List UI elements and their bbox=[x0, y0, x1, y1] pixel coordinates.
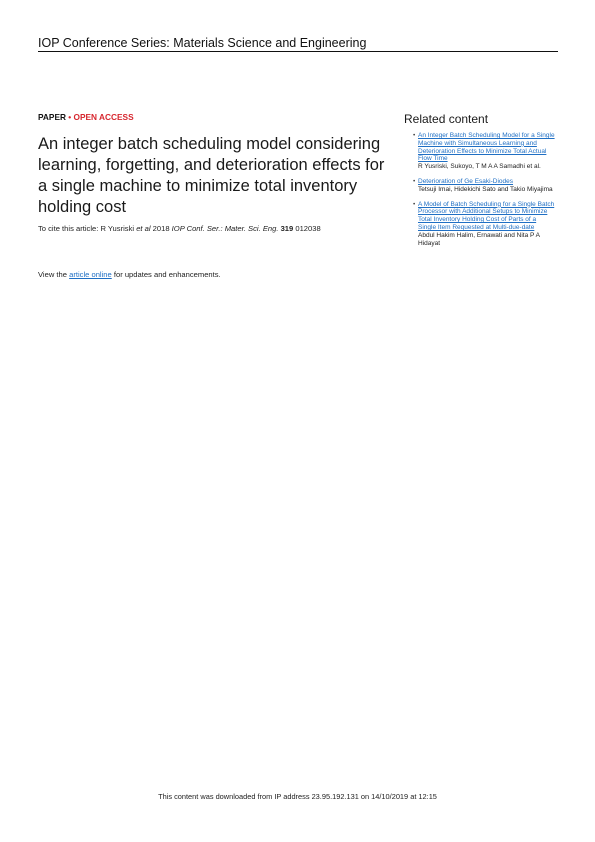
article-title: An integer batch scheduling model considering learning, forgetting, and deterioration effects for a single machine to minimize total inventory holding cost bbox=[38, 135, 385, 216]
citation-year: 2018 bbox=[150, 224, 172, 233]
view-online-line: View the article online for updates and enhancements. bbox=[38, 270, 221, 279]
header-divider bbox=[38, 51, 558, 52]
paper-label: PAPER bbox=[38, 112, 66, 122]
download-footer: This content was downloaded from IP address 23.95.192.131 on 14/10/2019 at 12:15 bbox=[158, 792, 437, 801]
related-item-link[interactable]: • A Model of Batch Scheduling for a Single Batch Processor with Additional Setups to Minimize Total Inventory Holding Cost of Parts of a Single Item Requested at Multi-due-date bbox=[418, 200, 555, 231]
article-badge bbox=[38, 112, 134, 122]
related-item-authors: Abdul Hakim Halim, Ernawati and Nita P A Hidayat bbox=[418, 231, 540, 247]
related-content-heading: Related content bbox=[404, 112, 489, 126]
journal-name: IOP Conference Series: Materials Science and Engineering bbox=[38, 36, 367, 50]
related-item-link[interactable]: • An Integer Batch Scheduling Model for a Single Machine with Simultaneous Learning and Deterioration Effects to Minimize Total Actual Flow Time bbox=[418, 132, 555, 163]
citation-prefix: To cite this article: R Yusriski bbox=[38, 224, 137, 233]
open-access-label: OPEN ACCESS bbox=[73, 112, 134, 122]
citation-etal: et al bbox=[136, 224, 151, 233]
citation-volume: 319 bbox=[280, 224, 294, 233]
related-item bbox=[418, 201, 556, 248]
related-item-link[interactable]: • Deterioration of Ge Esaki-Diodes bbox=[418, 177, 514, 185]
citation-article-number: 012038 bbox=[293, 224, 321, 233]
related-item bbox=[418, 132, 556, 171]
related-item-authors: Tetsuji Imai, Hidekichi Sato and Takio Miyajima bbox=[418, 185, 553, 193]
citation-line bbox=[38, 224, 388, 233]
related-item bbox=[418, 178, 556, 194]
citation-journal: IOP Conf. Ser.: Mater. Sci. Eng. bbox=[171, 224, 279, 233]
article-online-link[interactable]: article online bbox=[69, 270, 112, 279]
related-content-list bbox=[418, 132, 556, 254]
related-item-authors: R Yusriski, Sukoyo, T M A A Samadhi et al. bbox=[418, 163, 541, 171]
badge-separator: • bbox=[68, 112, 72, 122]
